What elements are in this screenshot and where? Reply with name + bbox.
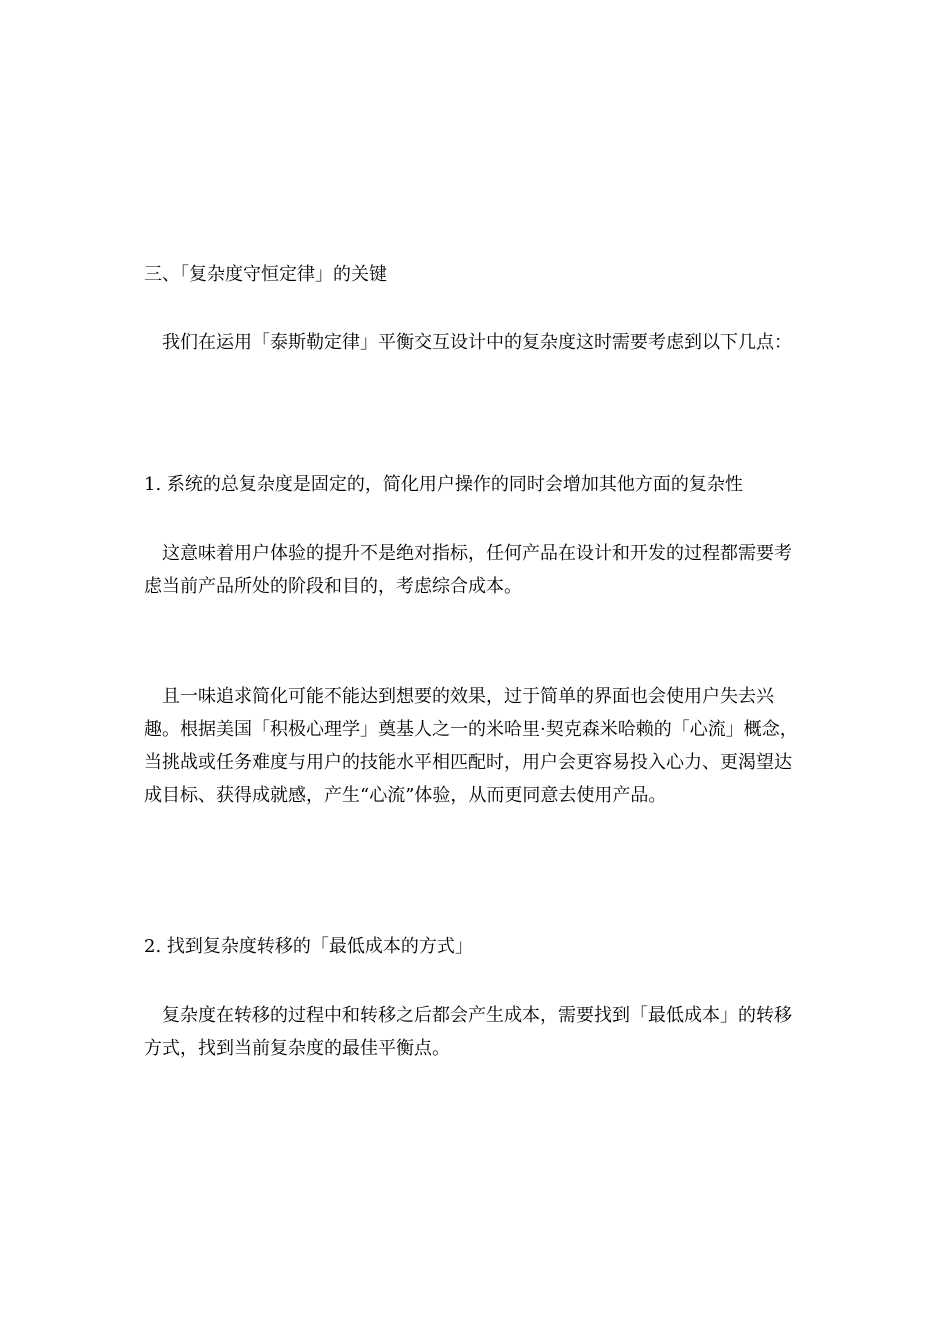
point-2-heading: 2. 找到复杂度转移的「最低成本的方式」 <box>144 936 473 957</box>
point-2-paragraph-1: 复杂度在转移的过程中和转移之后都会产生成本，需要找到「最低成本」的转移方式，找到当前复杂度的最佳平衡点。 <box>144 1005 792 1059</box>
intro-paragraph: 我们在运用「泰斯勒定律」平衡交互设计中的复杂度这时需要考虑到以下几点： <box>162 332 792 353</box>
point-1-paragraph-1: 这意味着用户体验的提升不是绝对指标，任何产品在设计和开发的过程都需要考虑当前产品所处的阶段和目的，考虑综合成本。 <box>144 543 792 597</box>
point-1-heading: 1. 系统的总复杂度是固定的，简化用户操作的同时会增加其他方面的复杂性 <box>144 474 743 495</box>
section-heading: 三、「复杂度守恒定律」的关键 <box>144 264 387 285</box>
point-1-paragraph-2: 且一味追求简化可能不能达到想要的效果，过于简单的界面也会使用户失去兴趣。根据美国「积极心理学」奠基人之一的米哈里·契克森米哈赖的「心流」概念，当挑战或任务难度与用户的技能水平相匹配时，用户会更容易投入心力、更渴望达成目标、获得成就感，产生“心流”体验，从而更同意去使用产品。 <box>144 686 798 806</box>
